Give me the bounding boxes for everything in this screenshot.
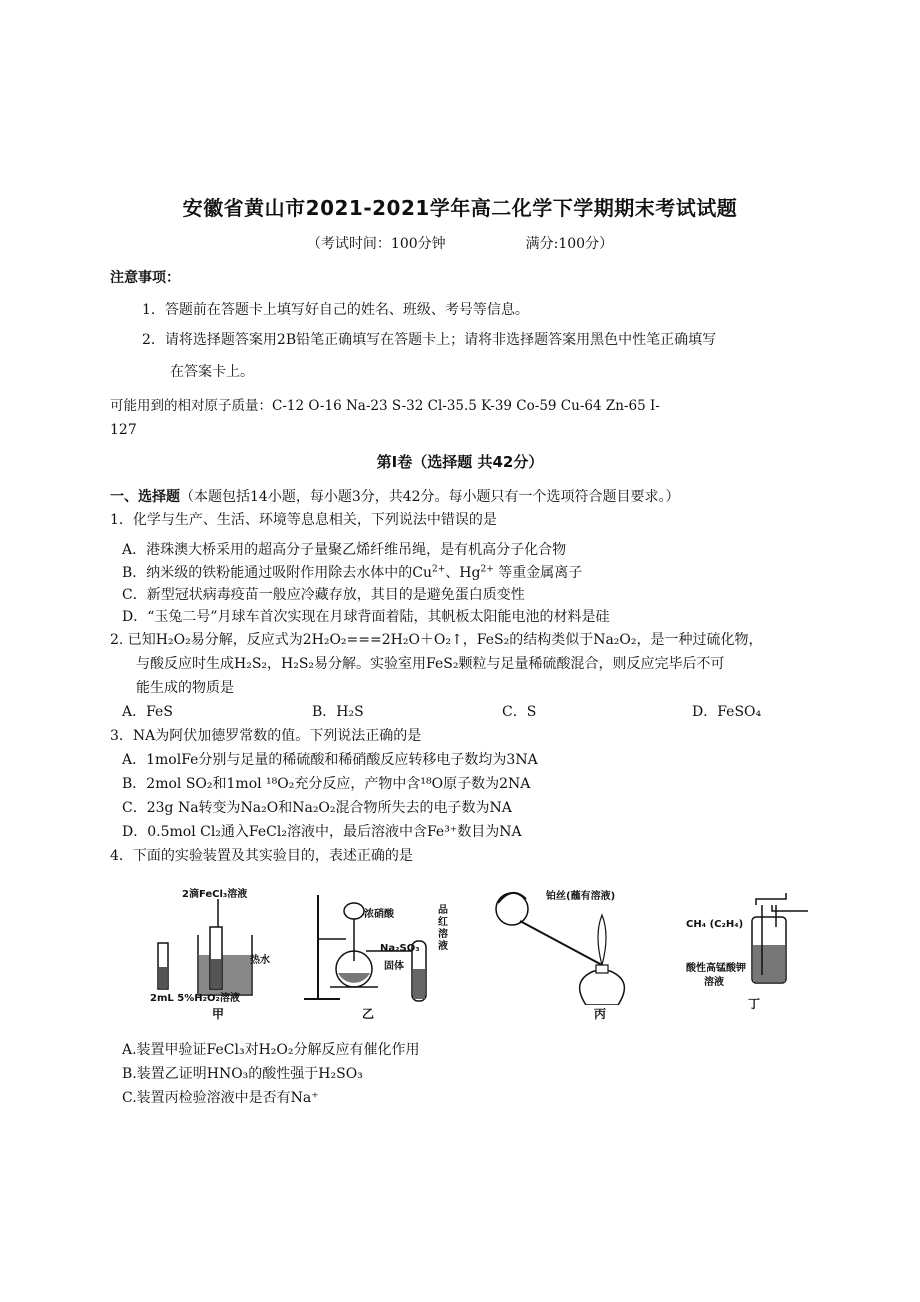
figure-yi [300, 885, 460, 1025]
q2-stem-cont2: 能生成的物质是 [136, 680, 234, 696]
notice-heading: 注意事项： [110, 270, 180, 286]
notice-item-2-cont: 在答案卡上。 [170, 364, 254, 380]
fig-ding-solution: 酸性高锰酸钾 [686, 963, 746, 974]
fig-jia-name: 甲 [212, 1007, 225, 1021]
fig-bing-name: 丙 [594, 1007, 607, 1021]
q1-option-c: C．新型冠状病毒疫苗一般应冷藏存放，其目的是避免蛋白质变性 [122, 587, 525, 603]
q4-option-b: B.装置乙证明HNO₃的酸性强于H₂SO₃ [122, 1066, 363, 1082]
fig-ding-gas: CH₄ (C₂H₄) [686, 919, 744, 930]
fig-ding-name: 丁 [748, 997, 761, 1011]
exam-time: （考试时间：100分钟 [306, 236, 446, 252]
q2-option-b: B．H₂S [312, 704, 364, 720]
flame-test-drawing [490, 885, 640, 1005]
exam-score: 满分:100分） [525, 236, 614, 252]
q3-option-a: A．1molFe分别与足量的稀硫酸和稀硝酸反应转移电子数均为3NA [122, 752, 538, 768]
atomic-masses: 可能用到的相对原子质量：C-12 O-16 Na-23 S-32 Cl-35.5 K-39 Co-59 Cu-64 Zn-65 I- [110, 398, 660, 414]
fig-ding-solution2: 溶液 [704, 977, 724, 988]
fig-jia-top-label: 2滴FeCl₃溶液 [182, 889, 248, 900]
q3-stem: 3．NA为阿伏加德罗常数的值。下列说法正确的是 [110, 728, 422, 744]
fig-jia-bottom-label: 2mL 5%H₂O₂溶液 [150, 993, 240, 1004]
q4-stem: 4．下面的实验装置及其实验目的，表述正确的是 [110, 848, 413, 864]
apparatus-figures [150, 885, 830, 1025]
page-title: 安徽省黄山市2021-2021学年高二化学下学期期末考试试题 [182, 196, 738, 220]
q1-option-b: B．纳米级的铁粉能通过吸附作用除去水体中的$Cu^{2+}$、$Hg^{2+}$ 等重金属离子 [122, 564, 583, 581]
notice-item-1: 1．答题前在答题卡上填写好自己的姓名、班级、考号等信息。 [142, 302, 529, 318]
q1-option-d: D．“玉兔二号”月球车首次实现在月球背面着陆，其帆板太阳能电池的材料是硅 [122, 609, 610, 625]
q3-option-c: C．23g Na转变为Na₂O和Na₂O₂混合物所失去的电子数为NA [122, 800, 512, 816]
notice-item-2: 2．请将选择题答案用2B铅笔正确填写在答题卡上；请将非选择题答案用黑色中性笔正确填写 [142, 332, 717, 348]
atomic-masses-cont: 127 [110, 422, 137, 438]
q4-option-c: C.装置丙检验溶液中是否有Na⁺ [122, 1090, 319, 1106]
fig-bing-wire: 铂丝(蘸有溶液) [546, 891, 616, 902]
exam-info [0, 233, 920, 253]
figure-jia [150, 885, 280, 1025]
q2-options [122, 702, 882, 722]
fig-yi-solid: Na₂SO₃ [380, 943, 420, 954]
fig-yi-acid: 浓硝酸 [364, 909, 394, 920]
fig-yi-name: 乙 [362, 1007, 375, 1021]
q3-option-d: D．0.5mol Cl₂通入FeCl₂溶液中，最后溶液中含Fe³⁺数目为NA [122, 824, 522, 840]
q2-stem: 2. 已知H₂O₂易分解，反应式为2H₂O₂===2H₂O＋O₂↑，FeS₂的结构类似于Na₂O₂，是一种过硫化物， [110, 632, 763, 648]
q2-option-a: A．FeS [122, 704, 173, 720]
fig-yi-solid2: 固体 [384, 961, 404, 972]
q3-option-b: B．2mol SO₂和1mol ¹⁸O₂充分反应，产物中含¹⁸O原子数为2NA [122, 776, 531, 792]
fig-yi-dye: 品红溶液 [438, 905, 448, 952]
q2-stem-cont: 与酸反应时生成H₂S₂，H₂S₂易分解。实验室用FeS₂颗粒与足量稀硫酸混合，则反应完毕后不可 [136, 656, 725, 672]
figure-bing [490, 885, 640, 1025]
section-heading: 一、选择题（本题包括14小题，每小题3分，共42分。每小题只有一个选项符合题目要求。） [110, 489, 680, 505]
q2-option-d: D．FeSO₄ [692, 704, 762, 720]
q4-option-a: A.装置甲验证FeCl₃对H₂O₂分解反应有催化作用 [122, 1042, 420, 1058]
section-title: 第Ⅰ卷（选择题 共42分） [376, 453, 544, 471]
q2-option-c: C．S [502, 704, 537, 720]
q1-option-a: A．港珠澳大桥采用的超高分子量聚乙烯纤维吊绳，是有机高分子化合物 [122, 542, 567, 558]
fig-jia-hot-water: 热水 [250, 955, 270, 966]
figure-ding [686, 885, 830, 1025]
q1-stem: 1．化学与生产、生活、环境等息息相关，下列说法中错误的是 [110, 512, 497, 528]
